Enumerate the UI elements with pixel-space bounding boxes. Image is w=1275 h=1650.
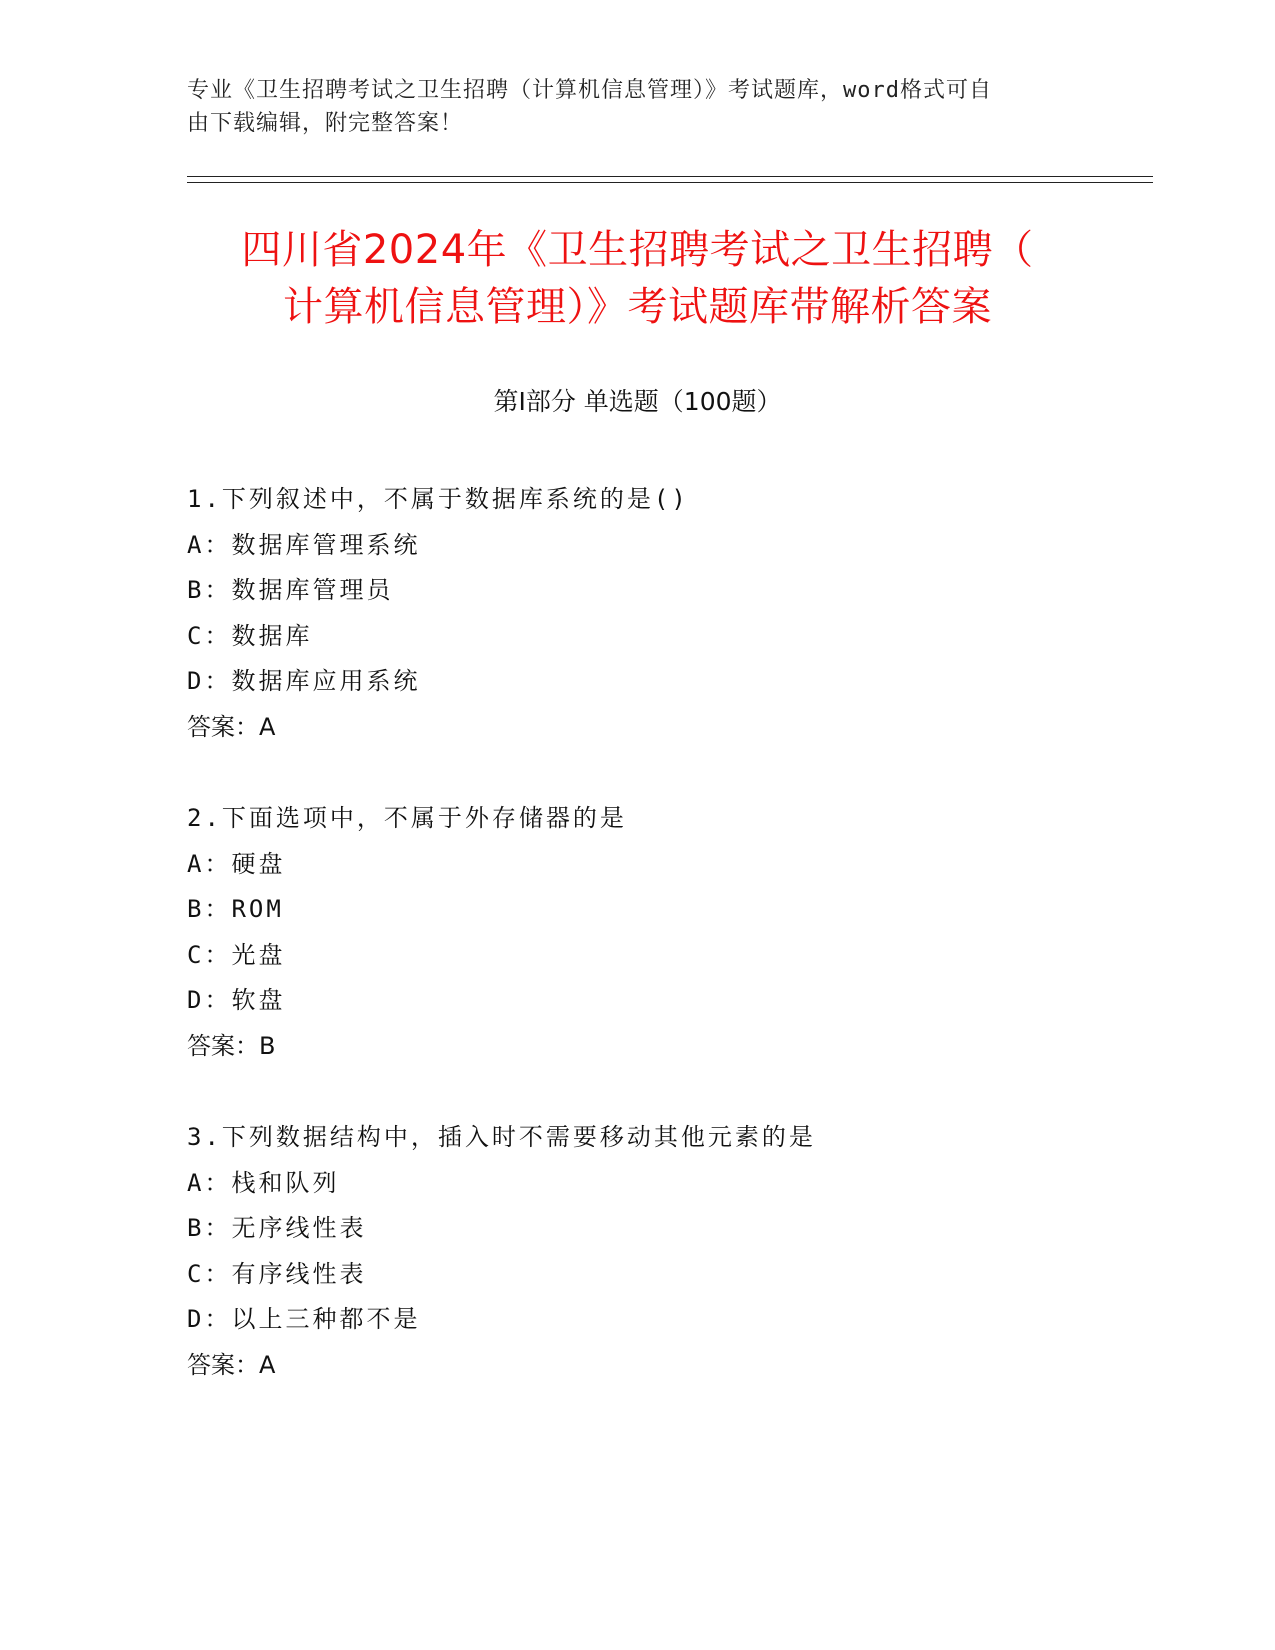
question-option-c: C：数据库 [187,621,313,650]
question-option-b: B：数据库管理员 [187,576,394,604]
question-item [187,477,1147,750]
header-divider-top [187,176,1153,177]
question-stem: 3.下列数据结构中，插入时不需要移动其他元素的是 [187,1123,816,1151]
question-option-a: A：栈和队列 [187,1168,340,1197]
header-note [187,74,1067,140]
question-answer: 答案：A [187,1350,276,1379]
header-note-line-1: 专业《卫生招聘考试之卫生招聘（计算机信息管理）》考试题库，word格式可自 [187,78,992,103]
question-option-c: C：光盘 [187,940,286,969]
header-note-line-2: 由下载编辑，附完整答案！ [187,111,464,136]
question-option-d: D：软盘 [187,986,286,1014]
question-answer: 答案：A [187,712,276,741]
question-item [187,796,1147,1069]
question-stem: 2.下面选项中，不属于外存储器的是 [187,804,627,832]
section-title: 第Ⅰ部分 单选题（100题） [493,387,782,416]
question-answer: 答案：B [187,1031,276,1060]
question-stem: 1.下列叙述中，不属于数据库系统的是() [187,485,689,513]
question-option-a: A：数据库管理系统 [187,530,421,559]
question-item [187,1115,1147,1388]
question-list [187,477,1147,1434]
question-option-d: D：数据库应用系统 [187,667,421,695]
question-option-b: B：无序线性表 [187,1214,367,1242]
question-option-a: A：硬盘 [187,849,286,878]
question-option-c: C：有序线性表 [187,1259,367,1288]
document-title-line-2: 计算机信息管理）》考试题库带解析答案 [283,284,992,330]
header-divider-bottom [187,182,1153,183]
question-option-b: B：ROM [187,895,284,923]
document-title-line-1: 四川省2024年《卫生招聘考试之卫生招聘（ [241,227,1034,273]
question-option-d: D：以上三种都不是 [187,1305,421,1333]
document-title [150,222,1125,336]
